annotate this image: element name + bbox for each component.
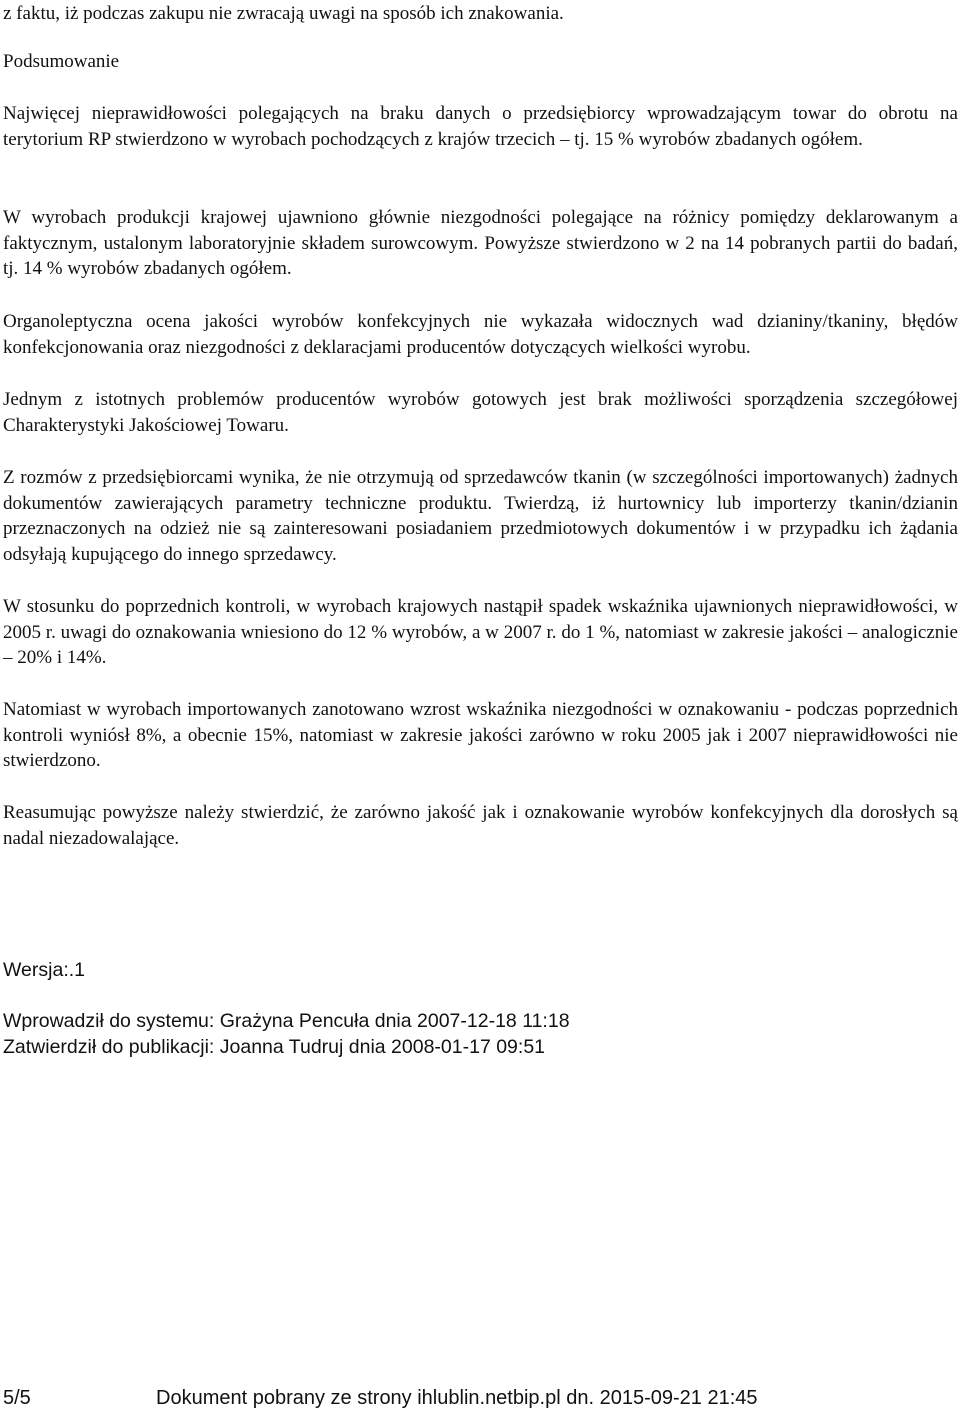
paragraph-5: Z rozmów z przedsiębiorcami wynika, że nie otrzymują od sprzedawców tkanin (w szczególności importowanych) żadnych dokumentów zawierających parametry techniczne produktu. Twierdzą, iż hurtownicy lub importerzy tkanin/dzianin przeznaczonych na odzież nie są zainteresowani posiadaniem przedmiotowych dokumentów i w przypadku ich żądania odsyłają kupującego do innego sprzedawcy.: [3, 467, 958, 565]
paragraph-3: Organoleptyczna ocena jakości wyrobów konfekcyjnych nie wykazała widocznych wad dzianiny/tkaniny, błędów konfekcjonowania oraz niezgodności z deklaracjami producentów dotyczących wielkości wyrobu.: [3, 311, 958, 358]
paragraph-4: Jednym z istotnych problemów producentów wyrobów gotowych jest brak możliwości sporządzenia szczegółowej Charakterystyki Jakościowej Towaru.: [3, 389, 958, 436]
intro-line: z faktu, iż podczas zakupu nie zwracają uwagi na sposób ich znakowania.: [3, 3, 564, 24]
page-number: 5/5: [3, 1387, 31, 1409]
paragraph-7: Natomiast w wyrobach importowanych zanotowano wzrost wskaźnika niezgodności w oznakowaniu - podczas poprzednich kontroli wyniósł 8%, a obecnie 15%, natomiast w zakresie jakości zarówno w roku 2005 jak i 2007 nieprawidłowości nie stwierdzono.: [3, 699, 958, 772]
section-heading: Podsumowanie: [3, 51, 120, 72]
download-note: Dokument pobrany ze strony ihlublin.netbip.pl dn. 2015-09-21 21:45: [156, 1387, 758, 1409]
approved-by-line: Zatwierdził do publikacji: Joanna Tudruj dnia 2008-01-17 09:51: [3, 1036, 546, 1058]
entered-by-line: Wprowadził do systemu: Grażyna Pencuła dnia 2007-12-18 11:18: [3, 1010, 570, 1032]
paragraph-2: W wyrobach produkcji krajowej ujawniono głównie niezgodności polegające na różnicy pomiędzy deklarowanym a faktycznym, ustalonym laboratoryjnie składem surowcowym. Powyższe stwierdzono w 2 na 14 pobranych partii do badań, tj. 14 % wyrobów zbadanych ogółem.: [3, 207, 958, 280]
version-label: Wersja:.1: [3, 959, 85, 981]
paragraph-1: Najwięcej nieprawidłowości polegających na braku danych o przedsiębiorcy wprowadzającym towar do obrotu na terytorium RP stwierdzono w wyrobach pochodzących z krajów trzecich – tj. 15 % wyrobów zbadanych ogółem.: [3, 103, 958, 150]
paragraph-6: W stosunku do poprzednich kontroli, w wyrobach krajowych nastąpił spadek wskaźnika ujawnionych nieprawidłowości, w 2005 r. uwagi do oznakowania wniesiono do 12 % wyrobów, a w 2007 r. do 1 %, natomiast w zakresie jakości – analogicznie – 20% i 14%.: [3, 596, 958, 669]
paragraph-8: Reasumując powyższe należy stwierdzić, że zarówno jakość jak i oznakowanie wyrobów konfekcyjnych dla dorosłych są nadal niezadowalające.: [3, 802, 958, 849]
